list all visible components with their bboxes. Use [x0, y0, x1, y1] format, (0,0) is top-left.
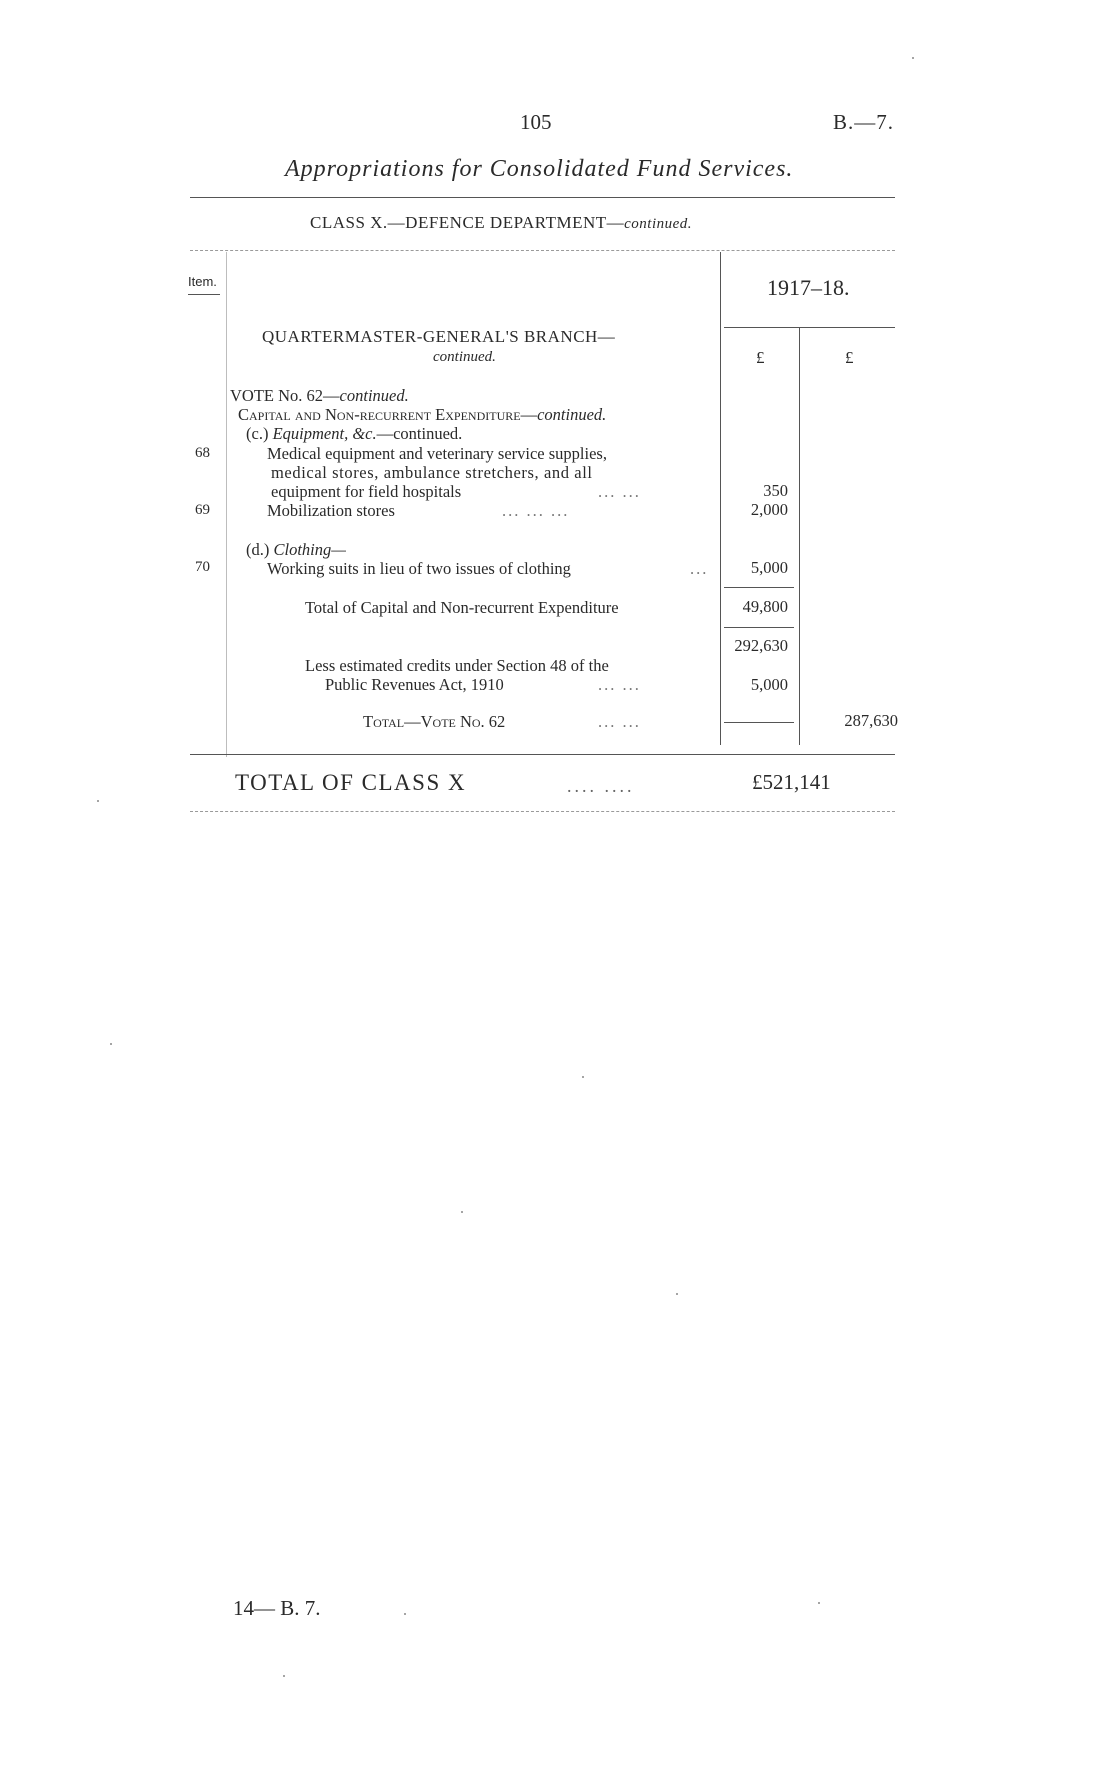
- year-column-header: 1917–18.: [767, 275, 850, 300]
- branch-heading-continued: continued.: [433, 349, 496, 365]
- row-68-text-1: Medical equipment and veterinary service supplies,: [267, 444, 607, 463]
- scan-speck: [283, 1675, 285, 1677]
- section-c-heading: [246, 424, 462, 444]
- scan-speck: [676, 1293, 678, 1295]
- rule-below-total: [190, 811, 895, 812]
- less-credits-underline: [724, 722, 794, 723]
- total-class-label: TOTAL OF CLASS X: [235, 770, 467, 795]
- scan-speck: [582, 1076, 584, 1078]
- capital-suffix: continued.: [537, 405, 607, 424]
- page-number: 105: [520, 110, 552, 134]
- row-70-text: Working suits in lieu of two issues of clothing: [267, 559, 571, 578]
- item-column-divider: [226, 252, 227, 757]
- vote-suffix: continued.: [339, 386, 409, 405]
- currency-symbol-2: £: [845, 348, 854, 367]
- item-number-69: 69: [195, 502, 210, 518]
- row-68-text-2: medical stores, ambulance stretchers, and all: [271, 463, 593, 482]
- item-number-68: 68: [195, 445, 210, 461]
- section-c-prefix: (c.): [246, 424, 273, 443]
- total-vote-label: Total—Vote No. 62: [363, 712, 506, 731]
- total-capital-amount: 49,800: [742, 597, 788, 616]
- item-column-header: Item.: [188, 274, 217, 289]
- section-d-title: Clothing—: [273, 540, 346, 559]
- vote-line: [230, 386, 409, 406]
- less-credits-amount: 5,000: [750, 675, 788, 694]
- rule-under-class-heading: [190, 250, 895, 251]
- total-capital-underline: [724, 627, 794, 628]
- total-vote-amount: 287,630: [844, 711, 898, 730]
- row-70-amount: 5,000: [750, 558, 788, 577]
- scan-speck: [404, 1613, 406, 1615]
- row-68-amount: 350: [763, 481, 788, 500]
- branch-heading: QUARTERMASTER-GENERAL'S BRANCH—: [262, 327, 616, 346]
- total-capital-label: Total of Capital and Non-recurrent Expenditure: [305, 598, 619, 617]
- row-70-underline: [724, 587, 794, 588]
- scan-speck: [461, 1211, 463, 1213]
- row-68-text-3: equipment for field hospitals: [271, 482, 462, 501]
- capital-label: Capital and Non-recurrent Expenditure—: [238, 405, 538, 424]
- less-credits-line-2: Public Revenues Act, 1910: [325, 675, 504, 694]
- class-heading: [310, 213, 692, 233]
- section-d-prefix: (d.): [246, 540, 274, 559]
- scan-speck: [97, 800, 99, 802]
- less-credits-leader: ... ...: [598, 675, 641, 694]
- capital-line: [238, 405, 606, 425]
- row-69-text: Mobilization stores: [267, 501, 395, 520]
- item-header-underline: [188, 294, 220, 295]
- vote-label: VOTE No. 62—: [230, 386, 340, 405]
- row-69-leader: ... ... ...: [502, 501, 570, 520]
- rule-top: [190, 197, 895, 198]
- section-c-title: Equipment, &c.: [272, 424, 377, 443]
- row-68-leader: ... ...: [598, 482, 641, 501]
- row-70-leader: ...: [690, 559, 709, 578]
- section-c-suffix: —continued.: [376, 424, 463, 443]
- document-reference: B.—7.: [833, 110, 895, 134]
- total-class-dots: .... ....: [567, 776, 635, 796]
- total-class-amount: £521,141: [752, 770, 831, 794]
- total-vote-leader: ... ...: [598, 712, 641, 731]
- rule-above-total: [190, 754, 895, 755]
- scan-speck: [110, 1043, 112, 1045]
- section-d-heading: [246, 540, 346, 560]
- page-title: Appropriations for Consolidated Fund Services.: [285, 156, 794, 182]
- class-heading-main: CLASS X.—DEFENCE DEPARTMENT—: [310, 213, 625, 232]
- class-heading-suffix: continued.: [624, 216, 693, 232]
- subtotal-amount: 292,630: [734, 636, 788, 655]
- footer-signature: 14— B. 7.: [233, 1596, 321, 1620]
- less-credits-line-1: Less estimated credits under Section 48 of the: [305, 656, 609, 675]
- year-underline: [724, 327, 895, 328]
- item-number-70: 70: [195, 559, 210, 575]
- currency-symbol-1: £: [756, 348, 765, 367]
- row-69-amount: 2,000: [750, 500, 788, 519]
- scan-speck: [818, 1602, 820, 1604]
- amount-column-divider-middle: [799, 328, 800, 745]
- scan-speck: [912, 57, 914, 59]
